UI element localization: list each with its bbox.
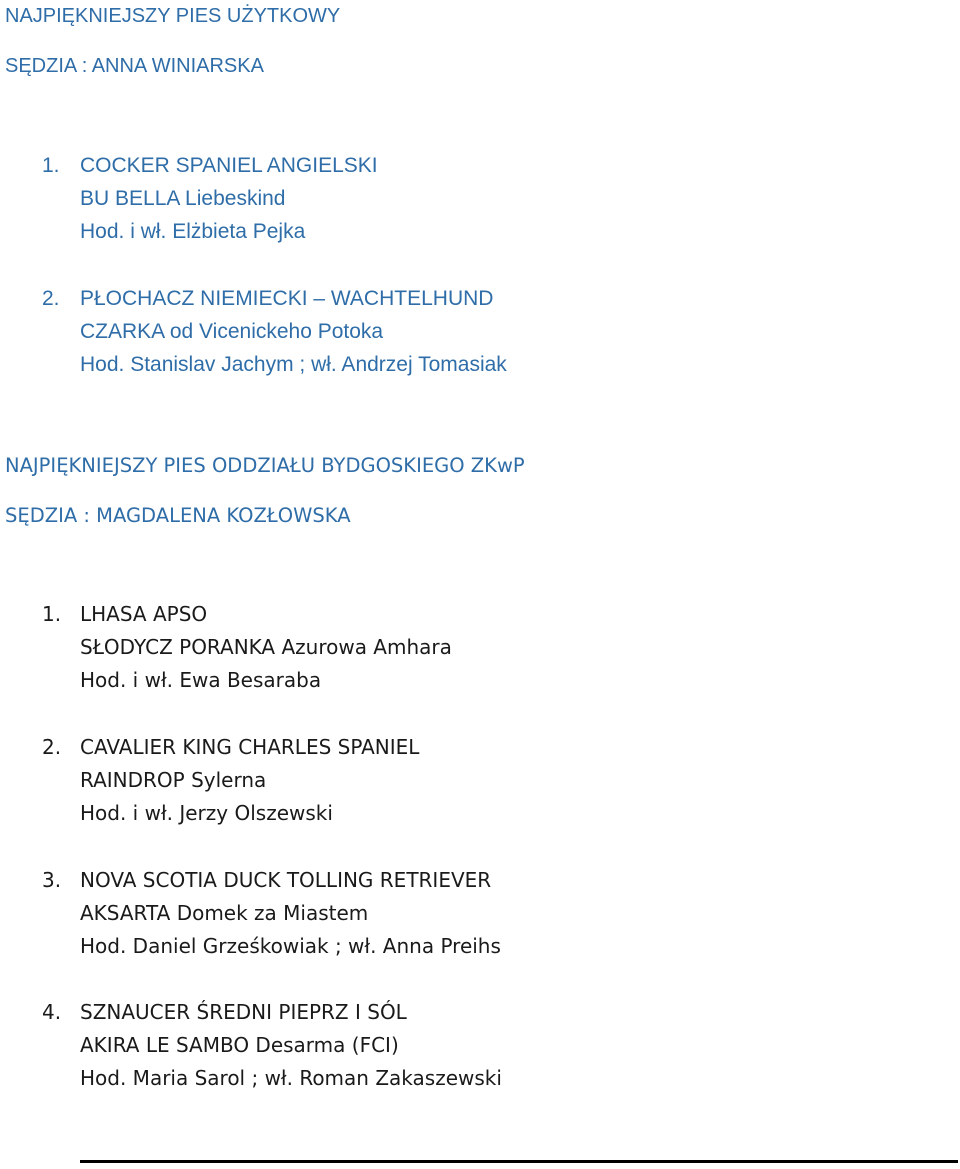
entry-owner: Hod. Stanislav Jachym ; wł. Andrzej Tomasiak <box>80 353 507 376</box>
entry-breed: COCKER SPANIEL ANGIELSKI <box>80 154 378 177</box>
entry-owner: Hod. i wł. Ewa Besaraba <box>80 668 322 692</box>
entry-number: 4. <box>42 1000 62 1024</box>
entry-owner: Hod. Maria Sarol ; wł. Roman Zakaszewski <box>80 1066 502 1090</box>
entry-number: 1. <box>42 602 62 626</box>
entry-breed: CAVALIER KING CHARLES SPANIEL <box>80 735 420 759</box>
entry-number: 2. <box>42 735 62 759</box>
footer-divider <box>80 1160 958 1163</box>
entry-dog-name: AKIRA LE SAMBO Desarma (FCI) <box>80 1033 399 1057</box>
entry-owner: Hod. i wł. Jerzy Olszewski <box>80 801 333 825</box>
entry-owner: Hod. Daniel Grześkowiak ; wł. Anna Preihs <box>80 934 501 958</box>
section1-title: NAJPIĘKNIEJSZY PIES UŻYTKOWY <box>5 5 341 27</box>
entry-breed: LHASA APSO <box>80 602 208 626</box>
section2-title: NAJPIĘKNIEJSZY PIES ODDZIAŁU BYDGOSKIEGO ZKwP <box>5 454 525 477</box>
entry-number: 1. <box>42 154 60 177</box>
entry-dog-name: RAINDROP Sylerna <box>80 768 267 792</box>
entry-breed: PŁOCHACZ NIEMIECKI – WACHTELHUND <box>80 287 494 310</box>
entry-owner: Hod. i wł. Elżbieta Pejka <box>80 220 306 243</box>
section1-judge: SĘDZIA : ANNA WINIARSKA <box>5 55 264 77</box>
entry-dog-name: AKSARTA Domek za Miastem <box>80 901 369 925</box>
entry-breed: SZNAUCER ŚREDNI PIEPRZ I SÓL <box>80 1000 407 1024</box>
entry-number: 2. <box>42 287 60 310</box>
section2-judge: SĘDZIA : MAGDALENA KOZŁOWSKA <box>5 504 351 527</box>
entry-dog-name: CZARKA od Vicenickeho Potoka <box>80 320 384 343</box>
entry-number: 3. <box>42 868 62 892</box>
entry-breed: NOVA SCOTIA DUCK TOLLING RETRIEVER <box>80 868 492 892</box>
entry-dog-name: SŁODYCZ PORANKA Azurowa Amhara <box>80 635 452 659</box>
entry-dog-name: BU BELLA Liebeskind <box>80 187 286 210</box>
